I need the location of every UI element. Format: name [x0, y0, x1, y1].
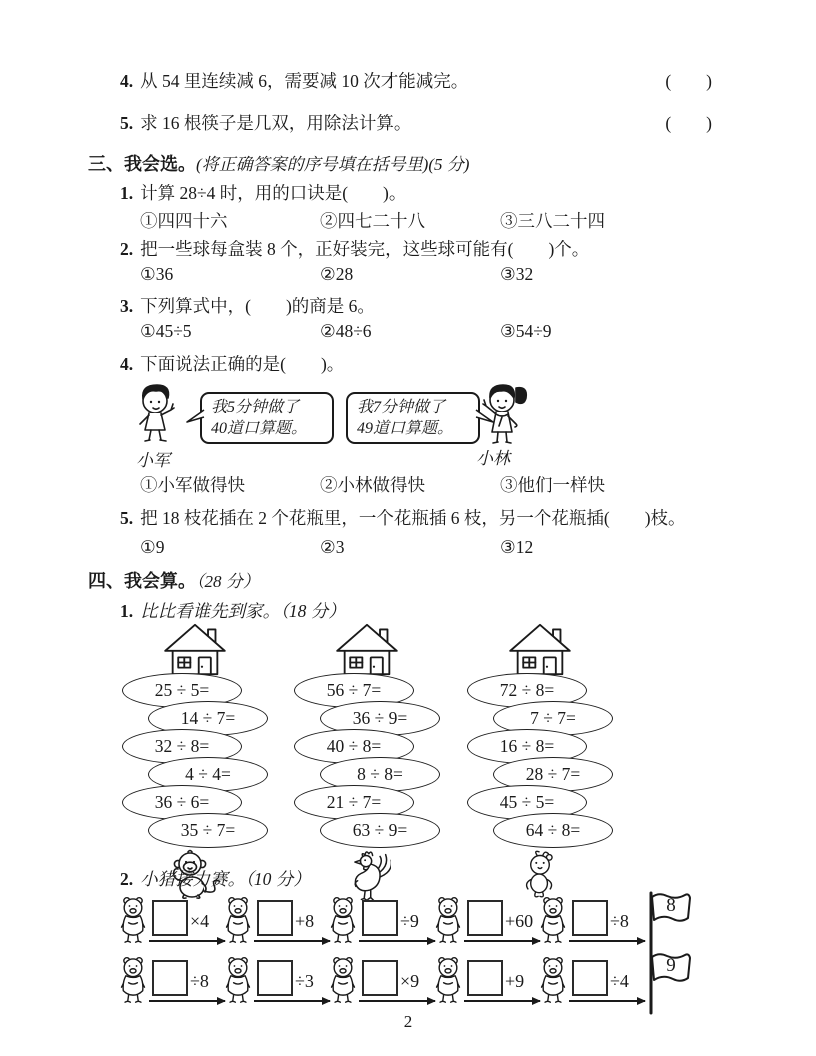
question-text: 把一些球每盒装 8 个，正好装完，这些球可能有( )个。	[140, 239, 590, 259]
question-number: 5.	[120, 508, 134, 528]
flag-number: 8	[666, 895, 676, 916]
section-title: 四、我会算。	[88, 571, 196, 591]
chain-3	[460, 622, 620, 901]
option-1: ①45÷5	[140, 321, 192, 341]
relay-unit	[118, 890, 223, 954]
question-number: 2.	[120, 869, 134, 889]
choose-q1	[120, 180, 406, 205]
relay-unit	[433, 890, 538, 954]
division-oval: 36 ÷ 6=	[122, 785, 242, 820]
pig-icon	[538, 894, 568, 948]
option-2: ②小林做得快	[320, 475, 425, 495]
pig-icon	[118, 894, 148, 948]
arrow-right-icon	[359, 940, 435, 942]
bubble-line-1: 我7分钟做了	[357, 399, 446, 416]
pig-icon	[328, 894, 358, 948]
division-oval: 45 ÷ 5=	[467, 785, 587, 820]
answer-box	[362, 960, 398, 996]
operation-label: +60	[505, 911, 534, 931]
option-1: ①小军做得快	[140, 475, 245, 495]
answer-bracket: ( )	[665, 71, 712, 91]
division-oval: 4 ÷ 4=	[148, 757, 268, 792]
division-oval: 21 ÷ 7=	[294, 785, 414, 820]
boy-name-label: 小军	[136, 451, 170, 470]
relay-unit	[223, 950, 328, 1014]
q4-illustration	[120, 380, 720, 470]
judge-item-4	[120, 68, 712, 93]
arrow-right-icon	[464, 940, 540, 942]
division-oval: 25 ÷ 5=	[122, 673, 242, 708]
operation-label: ×4	[190, 911, 210, 931]
option-1: ①四四十六	[140, 211, 228, 231]
division-oval: 72 ÷ 8=	[467, 673, 587, 708]
answer-bracket: ( )	[665, 113, 712, 133]
arrow-right-icon	[569, 1000, 645, 1002]
choose-q5	[120, 505, 686, 530]
choose-q3	[120, 293, 375, 318]
relay-unit	[118, 950, 223, 1014]
division-oval: 28 ÷ 7=	[493, 757, 613, 792]
arrow-right-icon	[254, 940, 330, 942]
option-3: ③12	[500, 537, 534, 557]
house-icon	[159, 622, 231, 676]
arrow-right-icon	[254, 1000, 330, 1002]
operation-label: ÷8	[190, 971, 209, 991]
finish-flag	[643, 890, 695, 956]
question-text: 求 16 根筷子是几双，用除法计算。	[140, 113, 412, 133]
arrow-right-icon	[569, 940, 645, 942]
option-3: ③三八二十四	[500, 211, 605, 231]
option-2: ②四七二十八	[320, 211, 425, 231]
pig-icon	[433, 954, 463, 1008]
judge-text	[120, 110, 411, 135]
option-2: ②48÷6	[320, 321, 372, 341]
arrow-right-icon	[464, 1000, 540, 1002]
division-chains	[0, 622, 816, 866]
calc-sub2-title	[120, 866, 311, 891]
choose-q2-options	[140, 264, 533, 285]
question-number: 4.	[120, 354, 134, 374]
answer-box	[572, 960, 608, 996]
flag-number: 9	[666, 955, 676, 976]
bubble-line-2: 49道口算题。	[357, 420, 454, 437]
subquestion-text: 小猪接力赛。（10 分）	[140, 869, 311, 889]
division-oval: 7 ÷ 7=	[493, 701, 613, 736]
bubble-line-1: 我5分钟做了	[211, 399, 300, 416]
question-text: 把 18 枝花插在 2 个花瓶里，一个花瓶插 6 枝，另一个花瓶插( )枝。	[140, 508, 686, 528]
finish-flag	[643, 950, 695, 1016]
option-3: ③54÷9	[500, 321, 552, 341]
relay-unit	[433, 950, 538, 1014]
operation-label: ÷9	[400, 911, 419, 931]
division-oval: 63 ÷ 9=	[320, 813, 440, 848]
section-score: （28 分）	[196, 572, 260, 591]
girl-speech-bubble	[346, 392, 480, 444]
chain-1	[115, 622, 275, 901]
house-icon	[504, 622, 576, 676]
boy-speech-bubble	[200, 392, 334, 444]
chain-2	[287, 622, 447, 905]
judge-item-5	[120, 110, 712, 135]
answer-box	[467, 900, 503, 936]
arrow-right-icon	[149, 940, 225, 942]
choose-q4-options	[140, 472, 605, 497]
subquestion-text: 比比看谁先到家。（18 分）	[140, 601, 346, 621]
answer-box	[152, 900, 188, 936]
operation-label: ÷4	[610, 971, 629, 991]
arrow-right-icon	[149, 1000, 225, 1002]
pig-icon	[433, 894, 463, 948]
relay-unit	[328, 950, 433, 1014]
choose-q5-options	[140, 537, 533, 558]
question-text: 从 54 里连续减 6，需要减 10 次才能减完。	[140, 71, 469, 91]
answer-box	[467, 960, 503, 996]
choose-q2	[120, 236, 589, 261]
relay-row-1	[118, 890, 695, 954]
division-oval: 35 ÷ 7=	[148, 813, 268, 848]
girl-character-icon	[472, 380, 532, 454]
girl-name-label: 小林	[476, 449, 510, 468]
relay-row-2	[118, 950, 695, 1014]
division-oval: 40 ÷ 8=	[294, 729, 414, 764]
section-title: 三、我会选。	[88, 154, 196, 174]
operation-label: ×9	[400, 971, 420, 991]
page-number: 2	[403, 1012, 413, 1031]
answer-box	[257, 900, 293, 936]
division-oval: 56 ÷ 7=	[294, 673, 414, 708]
division-oval: 64 ÷ 8=	[493, 813, 613, 848]
division-oval: 14 ÷ 7=	[148, 701, 268, 736]
option-2: ②3	[320, 537, 345, 557]
pig-icon	[328, 954, 358, 1008]
operation-label: ÷3	[295, 971, 314, 991]
operation-label: +8	[295, 911, 315, 931]
choose-q1-options	[140, 208, 605, 233]
question-number: 1.	[120, 183, 134, 203]
option-3: ③32	[500, 264, 534, 284]
arrow-right-icon	[359, 1000, 435, 1002]
question-number: 2.	[120, 239, 134, 259]
relay-unit	[223, 890, 328, 954]
option-2: ②28	[320, 264, 354, 284]
option-1: ①9	[140, 537, 165, 557]
operation-label: +9	[505, 971, 525, 991]
division-oval: 16 ÷ 8=	[467, 729, 587, 764]
answer-box	[572, 900, 608, 936]
bubble-line-2: 40道口算题。	[211, 420, 308, 437]
calc-sub1-title	[120, 598, 346, 623]
option-3: ③他们一样快	[500, 475, 605, 495]
bubble-tail-left	[185, 406, 205, 426]
answer-box	[152, 960, 188, 996]
division-oval: 8 ÷ 8=	[320, 757, 440, 792]
relay-unit	[538, 950, 643, 1014]
pig-icon	[223, 954, 253, 1008]
section-calc-header	[88, 567, 260, 593]
relay-unit	[328, 890, 433, 954]
operation-label: ÷8	[610, 911, 629, 931]
choose-q3-options	[140, 321, 552, 342]
question-text: 计算 28÷4 时，用的口诀是( )。	[140, 183, 407, 203]
answer-box	[257, 960, 293, 996]
boy-character-icon	[128, 380, 186, 450]
relay-unit	[538, 890, 643, 954]
section-choose-header	[88, 150, 469, 176]
division-oval: 36 ÷ 9=	[320, 701, 440, 736]
section-note: (将正确答案的序号填在括号里)(5 分)	[196, 155, 470, 174]
answer-box	[362, 900, 398, 936]
option-1: ①36	[140, 264, 174, 284]
house-icon	[331, 622, 403, 676]
choose-q4	[120, 351, 344, 376]
pig-icon	[223, 894, 253, 948]
question-text: 下列算式中，( )的商是 6。	[140, 296, 375, 316]
pig-icon	[118, 954, 148, 1008]
judge-text	[120, 68, 468, 93]
division-oval: 32 ÷ 8=	[122, 729, 242, 764]
question-number: 4.	[120, 71, 134, 91]
pig-icon	[538, 954, 568, 1008]
question-number: 1.	[120, 601, 134, 621]
question-number: 5.	[120, 113, 134, 133]
question-number: 3.	[120, 296, 134, 316]
question-text: 下面说法正确的是( )。	[140, 354, 345, 374]
